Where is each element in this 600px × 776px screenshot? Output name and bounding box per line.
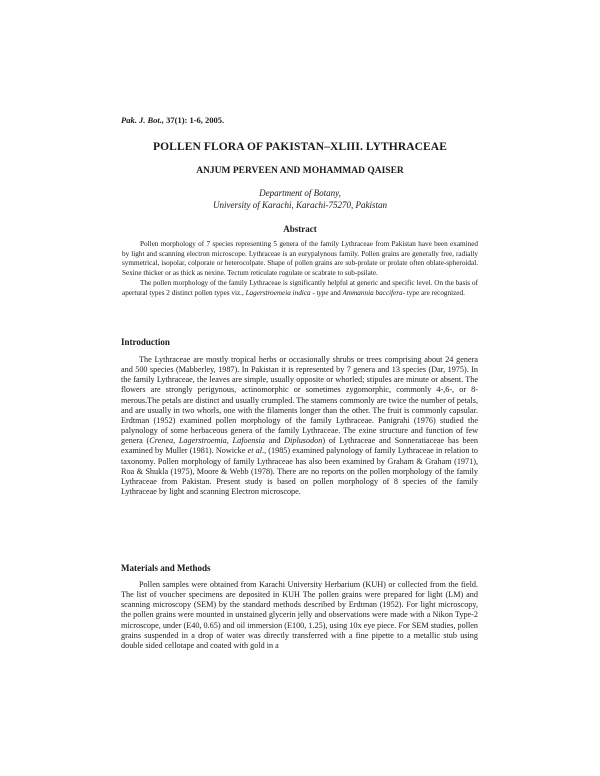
introduction-paragraph: The Lythraceae are mostly tropical herbs or occasionally shrubs or trees comprising about 24 genera and 500 species (Mabberley, 1987). In Pakistan it is represented by 7 genera and 13 species (Dar, 1975). In the family Lythraceae, the leaves are simple, usually opposite or whorled; stipules are minute or absent. The flowers are strongly perigynous, actinomorphic or sometimes zygomorphic, commonly 4-,6-, or 8-merous.The petals are distinct and usually crumpled. The stamens commonly are twice the number of petals, and are usually in two whorls, one with the filaments longer than the other. The fruit is commonly capsular. Erdtman (1952) examined pollen morphology of the family Lythraceae. Panigrahi (1976) studied the palynology of some herbaceous genera of the family Lythraceae. The exine structure and function of few genera (Crenea, Lagerstroemia, Lafoensia and Diplusodon) of Lythraceae and Sonneratiaceae has been examined by Muller (1981). Nowicke et al., (1985) examined palynology of family Lythraceae in relation to taxonomy. Pollen morphology of family Lythraceae has also been examined by Graham & Graham (1971), Roa & Shukla (1975), Moore & Webb (1978). There are no reports on the pollen morphology of the family Lythraceae from Pakistan. Present study is based on pollen morphology of 8 species of the family Lythraceae by light and scanning Electron microscope. [121, 355, 478, 497]
affiliation [0, 187, 600, 211]
journal-citation [121, 115, 224, 125]
authors: ANJUM PERVEEN AND MOHAMMAD QAISER [196, 166, 404, 176]
methods-heading: Materials and Methods [121, 563, 211, 573]
introduction-heading: Introduction [121, 337, 170, 347]
volume-pages-year: 37(1): 1-6, 2005. [163, 115, 225, 125]
introduction-body [121, 355, 478, 497]
affiliation-university: University of Karachi, Karachi-75270, Pakistan [213, 200, 387, 210]
abstract-heading: Abstract [283, 224, 317, 234]
methods-body [121, 580, 478, 651]
abstract-paragraph-2: The pollen morphology of the family Lythraceae is significantly helpful at generic and specific level. On the basis of apertural types 2 distinct pollen types viz., Lagerstroemeia indica - type and Ammannia baccifera- type are recognized. [122, 278, 478, 297]
paper-title: POLLEN FLORA OF PAKISTAN–XLIII. LYTHRACEAE [153, 141, 447, 153]
methods-paragraph: Pollen samples were obtained from Karachi University Herbarium (KUH) or collected from the field. The list of voucher specimens are deposited in KUH The pollen grains were prepared for light (LM) and scanning microscopy (SEM) by the standard methods described by Erdtman (1952). For light microscopy, the pollen grains were mounted in unstained glycerin jelly and observations were made with a Nikon Type-2 microscope, under (E40, 0.65) and oil immersion (E100, 1.25), using 10x eye piece. For SEM studies, pollen grains suspended in a drop of water was directly transferred with a fine pipette to a metallic stub using double sided cellotape and coated with gold in a [121, 580, 479, 650]
affiliation-department: Department of Botany, [259, 188, 341, 198]
abstract-body [122, 240, 478, 298]
abstract-paragraph-1: Pollen morphology of 7 species representing 5 genera of the family Lythraceae from Pakistan have been examined by light and scanning electron microscope. Lythraceae is an eurypalynous family. Pollen grains are generally free, radially symmetrical, isopolar, colporate or heterocolpate. Shape of pollen grains are sub-prolate or prolate often oblate-spheroidal. Sexine thicker or as thick as nexine. Tectum reticulate rugulate or scabrate to sub-psilate. [122, 240, 478, 278]
journal-name: Pak. J. Bot., [121, 115, 164, 125]
